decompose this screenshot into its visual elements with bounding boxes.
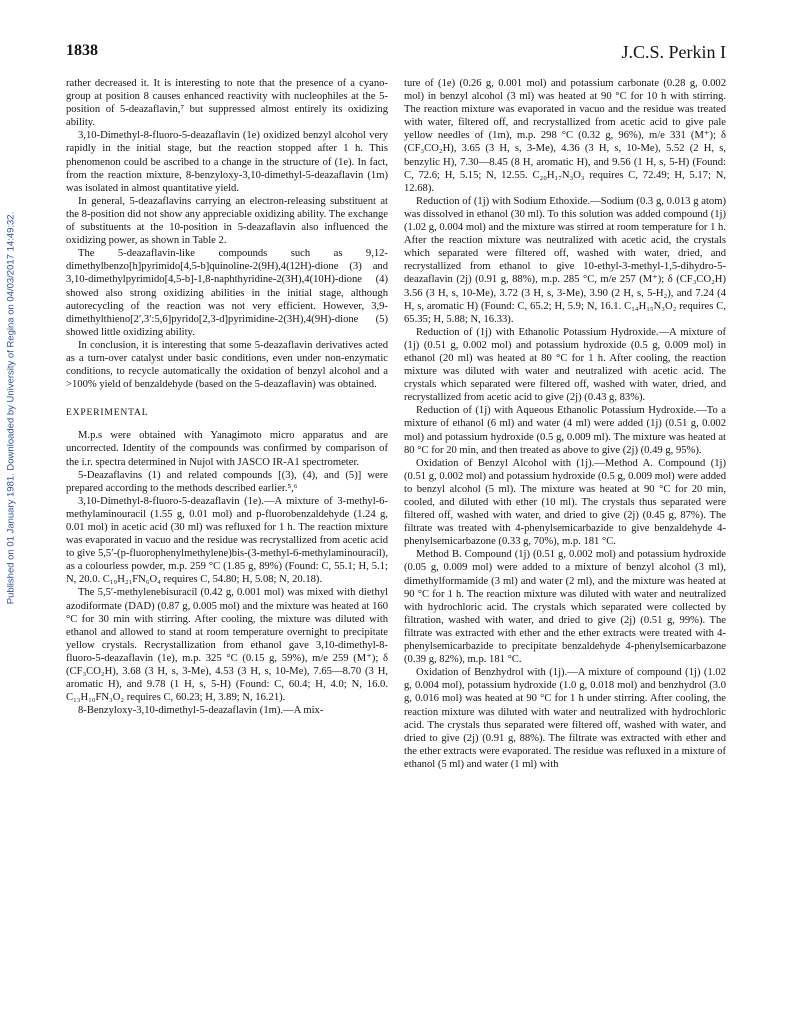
watermark-text: Published on 01 January 1981. Downloaded by University of Regina on 04/03/2017 14:49:32. xyxy=(5,211,17,605)
paragraph: Reduction of (1j) with Ethanolic Potassium Hydroxide.—A mixture of (1j) (0.51 g, 0.002 mol) and potassium hydroxide (0.5 g, 0.009 mol) in ethanol (20 ml) was heated at 80 °C for 1 h. After cooling, the reaction mixture was diluted with water and neutralized with acetic acid. The crystals which separated were filtered off, washed with water, dried, and recrystallized from acetic acid to give (2j) (0.43 g, 83%). xyxy=(404,326,726,404)
page-number: 1838 xyxy=(66,42,98,59)
paragraph: Oxidation of Benzyl Alcohol with (1j).—Method A. Compound (1j) (0.51 g, 0.002 mol) and potassium hydroxide (0.5 g, 0.009 mol) were added to benzyl alcohol (5 ml). The mixture was heated at 90 °C for 20 min, cooled, and diluted with ether (10 ml). The crystals thus separated were filtered off, washed with water, and dried to give (2j) (0.45 g, 87%). The filtrate was treated with 4-phenylsemicarbazide to give benzaldehyde 4-phenylsemicarbazone (0.33 g, 70%), m.p. 181 °C. xyxy=(404,457,726,548)
paragraph: 3,10-Dimethyl-8-fluoro-5-deazaflavin (1e) oxidized benzyl alcohol very rapidly in the initial stage, but the reaction stopped after 1 h. This phenomenon could be ascribed to a change in the structure of (1e). In fact, from the reaction mixture, 8-benzyloxy-3,10-dimethyl-5-deazaflavin (1m) was isolated in almost quantitative yield. xyxy=(66,130,388,194)
paragraph: rather decreased it. It is interesting to note that the presence of a cyano-group at position 8 causes enhanced reactivity with nucleophiles at the 5-position of 5-deazaflavin,⁷ but suppressed almost entirely its oxidizing ability. xyxy=(66,78,388,129)
paragraph: In conclusion, it is interesting that some 5-deazaflavin derivatives acted as a turn-over catalyst under basic conditions, even under non-enzymatic conditions, to recycle automatically the oxidation of benzyl alcohol and a >100% yield of benzaldehyde (based on the 5-deazaflavin) was obtained. xyxy=(66,339,388,391)
right-column xyxy=(404,77,726,771)
paragraph: 5-Deazaflavins (1) and related compounds [(3), (4), and (5)] were prepared according to the methods described earlier.⁵,⁶ xyxy=(66,469,388,494)
left-column xyxy=(66,77,388,717)
journal-name: J.C.S. Perkin I xyxy=(621,42,726,62)
paragraph: 8-Benzyloxy-3,10-dimethyl-5-deazaflavin (1m).—A mix- xyxy=(78,705,324,717)
download-watermark xyxy=(0,168,22,648)
paragraph: Reduction of (1j) with Aqueous Ethanolic Potassium Hydroxide.—To a mixture of ethanol (6 ml) and water (4 ml) were added (1j) (0.51 g, 0.002 mol) and potassium hydroxide (0.5 g, 0.009 ml). The mixture was heated at 80 °C for 20 min, and then treated as above to give (2j) (0.49 g, 95%). xyxy=(404,405,726,456)
paragraph: 3,10-Dimethyl-8-fluoro-5-deazaflavin (1e).—A mixture of 3-methyl-6-methylaminouracil (1.55 g, 0.01 mol) and p-fluorobenzaldehyde (1.24 g, 0.01 mol) in acetic acid (30 ml) was refluxed for 1 h. The reaction mixture was evaporated in vacuo and the residue was recrystallized from acetic acid to give 5,5′-(p-fluorophenylmethylene)bis-(3-methyl-6-methylaminouracil), as a colourless powder, m.p. 259 °C (1.85 g, 89%) (Found: C, 55.1; H, 5.1; N, 20.0. C₁₉H₂₁FN₆O₄ requires C, 54.80; H, 5.08; N, 20.18). xyxy=(66,495,388,586)
paragraph: In general, 5-deazaflavins carrying an electron-releasing substituent at the 8-position did not show any appreciable oxidizing ability. The exchange of substituents at the 10-position in 5-deazaflavin also influenced the oxidizing power, as shown in Table 2. xyxy=(66,195,388,247)
paragraph: ture of (1e) (0.26 g, 0.001 mol) and potassium carbonate (0.28 g, 0.002 mol) in benzyl alcohol (3 ml) was heated at 90 °C for 10 h with stirring. The reaction mixture was evaporated in vacuo and the residue was treated with water, filtered off, and recrystallized from acetic acid to give pale yellow needles of (1m), m.p. 298 °C (0.32 g, 96%), m/e 331 (M⁺); δ (CF₃CO₂H), 3.65 (3 H, s, 3-Me), 4.36 (3 H, s, 10-Me), 5.52 (2 H, s, benzylic H), 7.30—8.45 (8 H, aromatic H), and 9.56 (1 H, s, 5-H) (Found: C, 72.6; H, 5.15; N, 12.55. C₂₀H₁₇N₃O₃ requires C, 72.49; H, 5.17; N, 12.68). xyxy=(404,78,726,194)
paragraph: The 5-deazaflavin-like compounds such as 9,12-dimethylbenzo[h]pyrimido[4,5-b]quinoline-2(9H),4(12H)-dione (3) and 3,10-dimethylpyrimido[4,5-b]-1,8-naphthyridine-2(3H),4(10H)-dione (4) showed also strong oxidizing abilities in the initial stage, although autorecycling of the reaction was not very efficient. However, 3,9-dimethylthieno[2′,3′:5,6]pyrido[2,3-d]pyrimidine-2(3H),4(9H)-dione (5) showed little oxidizing ability. xyxy=(66,248,388,338)
paragraph: Reduction of (1j) with Sodium Ethoxide.—Sodium (0.3 g, 0.013 g atom) was dissolved in ethanol (30 ml). To this solution was added compound (1j) (1.02 g, 0.004 mol) and the mixture was stirred at room temperature for 1 h. After the reaction mixture was neutralized with acetic acid, the crystals which separated were filtered off, washed with water, dried, and recrystallized from ethanol to give 10-ethyl-3-methyl-1,5-dihydro-5-deazaflavin (2j) (0.91 g, 88%), m.p. 285 °C, m/e 257 (M⁺); δ (CF₃CO₂H) 3.56 (3 H, s, 10-Me), 3.72 (3 H, s, 3-Me), 3.90 (2 H, s, 5-H₂), and 7.24 (4 H, s, aromatic H) (Found: C, 65.2; H, 5.9; N, 16.1. C₁₄H₁₅N₃O₂ requires C, 65.35; H, 5.88; N, 16.33). xyxy=(404,195,726,325)
paragraph: Method B. Compound (1j) (0.51 g, 0.002 mol) and potassium hydroxide (0.05 g, 0.009 mol) were added to a mixture of benzyl alcohol (3 ml), dimethylformamide (3 ml) and water (2 ml), and the mixture was heated at 90 °C for 1 h. The reaction mixture was diluted with water and neutralized with hydrochloric acid. The crystals which separated were collected by filtration, washed with water, and dried to give (2j) (0.51 g, 99%). The filtrate was extracted with ether and the ether extracts were treated with 4-phenylsemicarbazide to precipitate benzaldehyde 4-phenylsemicarbazone (0.39 g, 82%), m.p. 181 °C. xyxy=(404,549,726,666)
section-heading-experimental: EXPERIMENTAL xyxy=(66,407,149,419)
paragraph: The 5,5′-methylenebisuracil (0.42 g, 0.001 mol) was mixed with diethyl azodiformate (DAD) (0.87 g, 0.005 mol) and the mixture was heated at 160 °C for 30 min with stirring. After cooling, the mixture was diluted with ethanol and allowed to stand at room temperature overnight to precipitate yellow crystals. Recrystallization from ethanol gave 3,10-dimethyl-8-fluoro-5-deazaflavin (1e), m.p. 325 °C (0.15 g, 59%), m/e 259 (M⁺); δ (CF₃CO₂H), 3.68 (3 H, s, 3-Me), 4.53 (3 H, s, 10-Me), 7.65—8.70 (3 H, aromatic H), and 9.78 (1 H, s, 5-H) (Found: C, 60.4; H, 4.0; N, 16.0. C₁₃H₁₀FN₃O₂ requires C, 60.23; H, 3.89; N, 16.21). xyxy=(66,587,388,704)
paragraph: Oxidation of Benzhydrol with (1j).—A mixture of compound (1j) (1.02 g, 0.004 mol), potassium hydroxide (1.0 g, 0.018 mol) and benzhydrol (3.0 g, 0.016 mol) was heated at 90 °C for 1 h under stirring. After cooling, the reaction mixture was diluted with water and neutralized with hydrochloric acid. The crystals thus separated were filtered off, washed with water, and dried to give (2j) (0.91 g, 88%). The filtrate was extracted with ether and the ether extracts were evaporated. The residue was refluxed in a mixture of ethanol (5 ml) and water (1 ml) with xyxy=(404,667,726,770)
paragraph: M.p.s were obtained with Yanagimoto micro apparatus and are uncorrected. Identity of the compounds was confirmed by comparison of the i.r. spectra determined in Nujol with JASCO IR-A1 spectrometer. xyxy=(66,430,388,468)
page-header xyxy=(66,42,726,66)
